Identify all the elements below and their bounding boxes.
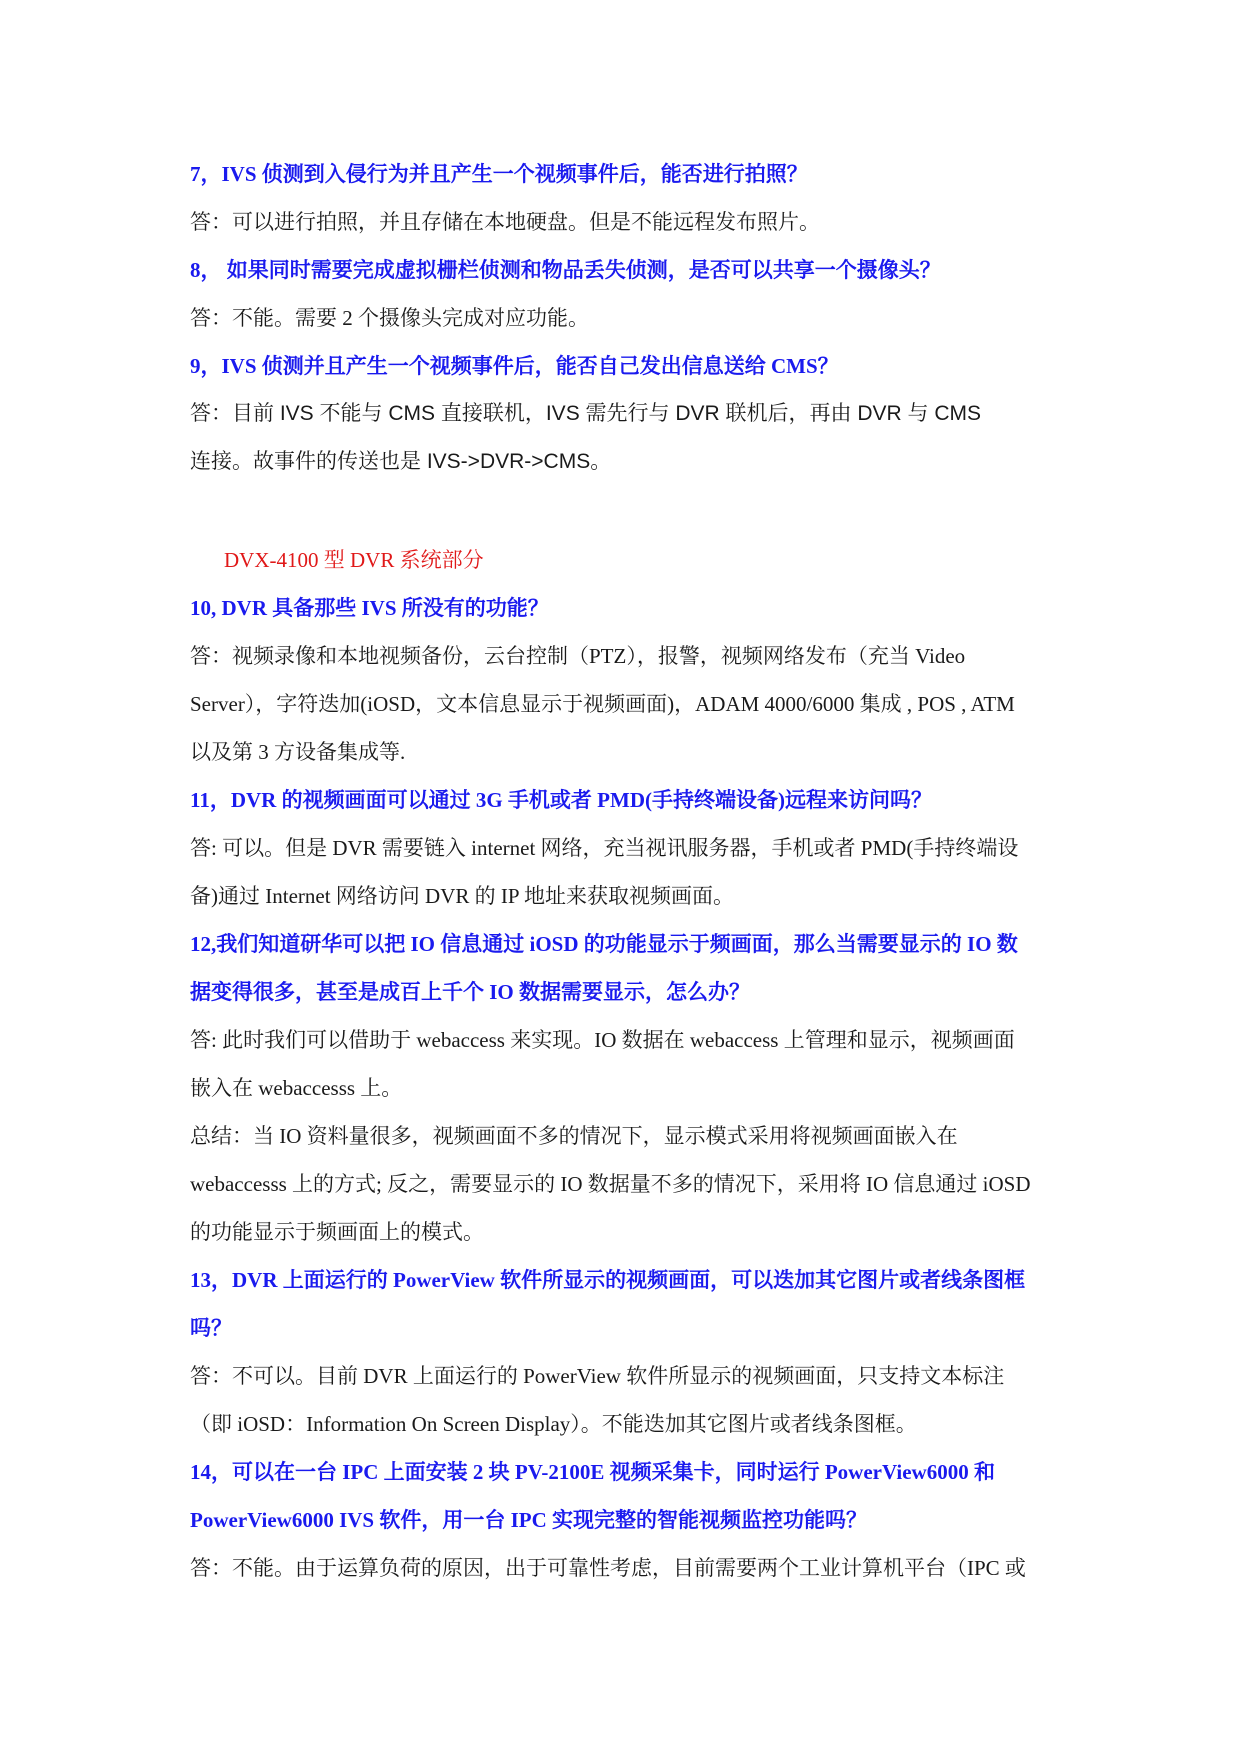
question-14-line-2: PowerView6000 IVS 软件，用一台 IPC 实现完整的智能视频监控功能吗？	[190, 1508, 868, 1532]
answer-9-line-1: 答：目前 IVS 不能与 CMS 直接联机，IVS 需先行与 DVR 联机后，再由 DVR 与 CMS	[190, 402, 982, 425]
answer-7: 答：可以进行拍照，并且存储在本地硬盘。但是不能远程发布照片。	[190, 210, 820, 234]
question-10: 10, DVR 具备那些 IVS 所没有的功能？	[190, 596, 549, 620]
answer-13-line-1: 答：不可以。目前 DVR 上面运行的 PowerView 软件所显示的视频画面，只支持文本标注	[190, 1364, 1005, 1388]
answer-12-line-2: 嵌入在 webaccesss 上。	[190, 1076, 403, 1100]
answer-14-line-1: 答：不能。由于运算负荷的原因，出于可靠性考虑，目前需要两个工业计算机平台（IPC 或	[190, 1556, 1026, 1580]
answer-11-line-1: 答: 可以。但是 DVR 需要链入 internet 网络，充当视讯服务器，手机或者 PMD(手持终端设	[190, 836, 1019, 860]
question-13-line-2: 吗？	[190, 1316, 232, 1340]
answer-10-line-3: 以及第 3 方设备集成等.	[190, 740, 406, 764]
question-12-line-1: 12,我们知道研华可以把 IO 信息通过 iOSD 的功能显示于频画面，那么当需要显示的 IO 数	[190, 932, 1018, 956]
question-8: 8， 如果同时需要完成虚拟栅栏侦测和物品丢失侦测，是否可以共享一个摄像头？	[190, 258, 941, 282]
answer-10-line-2: Server），字符迭加(iOSD，文本信息显示于视频画面)，ADAM 4000/6000 集成 , POS , ATM	[190, 692, 1015, 716]
summary-line-3: 的功能显示于频画面上的模式。	[190, 1220, 484, 1244]
question-13-line-1: 13，DVR 上面运行的 PowerView 软件所显示的视频画面，可以迭加其它图片或者线条图框	[190, 1268, 1026, 1292]
answer-11-line-2: 备)通过 Internet 网络访问 DVR 的 IP 地址来获取视频画面。	[190, 884, 735, 908]
answer-10-line-1: 答：视频录像和本地视频备份，云台控制（PTZ），报警，视频网络发布（充当 Video	[190, 644, 966, 668]
section-heading: DVX-4100 型 DVR 系统部分	[224, 548, 484, 572]
answer-8: 答：不能。需要 2 个摄像头完成对应功能。	[190, 306, 589, 330]
answer-13-line-2: （即 iOSD：Information On Screen Display）。不能迭加其它图片或者线条图框。	[190, 1412, 917, 1436]
question-12-line-2: 据变得很多，甚至是成百上千个 IO 数据需要显示，怎么办？	[190, 980, 751, 1004]
question-7: 7，IVS 侦测到入侵行为并且产生一个视频事件后，能否进行拍照？	[190, 162, 808, 186]
summary-line-2: webaccesss 上的方式; 反之，需要显示的 IO 数据量不多的情况下，采用将 IO 信息通过 iOSD	[190, 1172, 1031, 1196]
question-11: 11，DVR 的视频画面可以通过 3G 手机或者 PMD(手持终端设备)远程来访问吗？	[190, 788, 932, 812]
question-14-line-1: 14，可以在一台 IPC 上面安装 2 块 PV-2100E 视频采集卡，同时运行 PowerView6000 和	[190, 1460, 995, 1484]
summary-line-1: 总结：当 IO 资料量很多，视频画面不多的情况下，显示模式采用将视频画面嵌入在	[190, 1124, 958, 1148]
answer-9-line-2: 连接。故事件的传送也是 IVS->DVR->CMS。	[190, 450, 612, 473]
answer-12-line-1: 答: 此时我们可以借助于 webaccess 来实现。IO 数据在 webaccess 上管理和显示，视频画面	[190, 1028, 1015, 1052]
question-9: 9，IVS 侦测并且产生一个视频事件后，能否自己发出信息送给 CMS？	[190, 354, 839, 378]
